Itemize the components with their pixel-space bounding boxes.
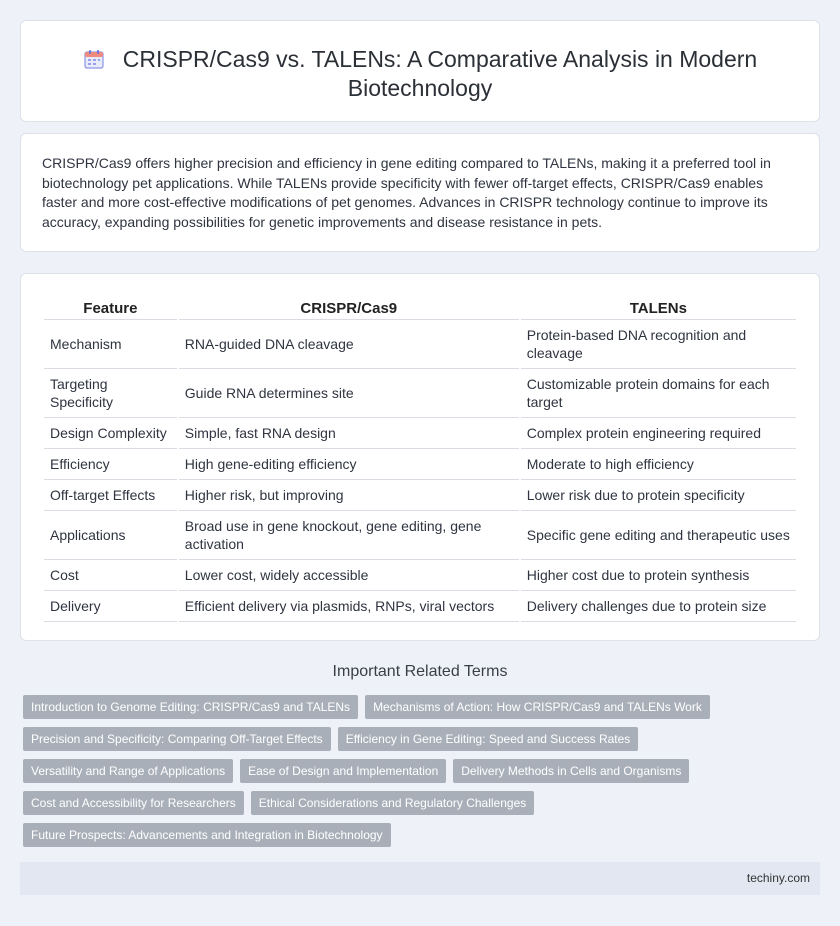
related-term-tag[interactable]: Introduction to Genome Editing: CRISPR/Cas9 and TALENs (23, 695, 358, 719)
tag-row (23, 695, 713, 719)
intro-card (20, 133, 820, 252)
cell-feature: Applications (44, 511, 177, 560)
cell-talens: Complex protein engineering required (521, 418, 796, 449)
cell-feature: Delivery (44, 591, 177, 622)
table-row (44, 449, 796, 480)
table-row (44, 480, 796, 511)
cell-talens: Higher cost due to protein synthesis (521, 560, 796, 591)
table-header-row (44, 294, 796, 320)
table-row (44, 320, 796, 369)
cell-feature: Targeting Specificity (44, 369, 177, 418)
column-header-crispr: CRISPR/Cas9 (179, 294, 519, 320)
intro-paragraph: CRISPR/Cas9 offers higher precision and efficiency in gene editing compared to TALENs, making it a preferred tool in biotechnology pet applications. While TALENs provide specificity with fewer off-target effects, CRISPR/Cas9 enables faster and more cost-effective modifications of pet genomes. Advances in CRISPR technology continue to improve its accuracy, expanding possibilities for genetic improvements and disease resistance in pets. (42, 155, 771, 230)
cell-feature: Cost (44, 560, 177, 591)
cell-talens: Lower risk due to protein specificity (521, 480, 796, 511)
related-term-tag[interactable]: Versatility and Range of Applications (23, 759, 233, 783)
table-row (44, 369, 796, 418)
cell-feature: Efficiency (44, 449, 177, 480)
cell-crispr: High gene-editing efficiency (179, 449, 519, 480)
page-title-text: CRISPR/Cas9 vs. TALENs: A Comparative Analysis in Modern Biotechnology (122, 46, 758, 101)
related-term-tag[interactable]: Ease of Design and Implementation (240, 759, 446, 783)
cell-talens: Specific gene editing and therapeutic uses (521, 511, 796, 560)
cell-feature: Off-target Effects (44, 480, 177, 511)
tag-row (23, 727, 713, 751)
related-term-tag[interactable]: Delivery Methods in Cells and Organisms (453, 759, 689, 783)
title-card (20, 20, 820, 122)
comparison-table (42, 294, 798, 622)
column-header-feature: Feature (44, 294, 177, 320)
cell-crispr: Efficient delivery via plasmids, RNPs, viral vectors (179, 591, 519, 622)
related-terms-heading: Important Related Terms (332, 663, 508, 680)
comparison-card (20, 273, 820, 641)
cell-talens: Customizable protein domains for each target (521, 369, 796, 418)
related-term-tag[interactable]: Future Prospects: Advancements and Integration in Biotechnology (23, 823, 391, 847)
cell-feature: Design Complexity (44, 418, 177, 449)
related-term-tag[interactable]: Ethical Considerations and Regulatory Challenges (251, 791, 535, 815)
cell-crispr: Higher risk, but improving (179, 480, 519, 511)
cell-talens: Moderate to high efficiency (521, 449, 796, 480)
related-term-tag[interactable]: Precision and Specificity: Comparing Off-Target Effects (23, 727, 331, 751)
cell-talens: Protein-based DNA recognition and cleavage (521, 320, 796, 369)
cell-feature: Mechanism (44, 320, 177, 369)
cell-crispr: Guide RNA determines site (179, 369, 519, 418)
tag-row (23, 759, 713, 783)
cell-crispr: Broad use in gene knockout, gene editing, gene activation (179, 511, 519, 560)
footer-site-link[interactable]: techiny.com (746, 871, 810, 885)
table-row (44, 591, 796, 622)
cell-crispr: Lower cost, widely accessible (179, 560, 519, 591)
related-term-tag[interactable]: Efficiency in Gene Editing: Speed and Success Rates (338, 727, 639, 751)
tag-row (23, 823, 713, 847)
cell-crispr: Simple, fast RNA design (179, 418, 519, 449)
related-terms-list (23, 695, 713, 855)
page-title (21, 45, 819, 103)
tag-row (23, 791, 713, 815)
footer (20, 862, 820, 895)
table-row (44, 511, 796, 560)
table-row (44, 418, 796, 449)
table-row (44, 560, 796, 591)
related-term-tag[interactable]: Mechanisms of Action: How CRISPR/Cas9 and TALENs Work (365, 695, 710, 719)
cell-crispr: RNA-guided DNA cleavage (179, 320, 519, 369)
calendar-icon (83, 48, 105, 70)
related-term-tag[interactable]: Cost and Accessibility for Researchers (23, 791, 244, 815)
column-header-talens: TALENs (521, 294, 796, 320)
cell-talens: Delivery challenges due to protein size (521, 591, 796, 622)
